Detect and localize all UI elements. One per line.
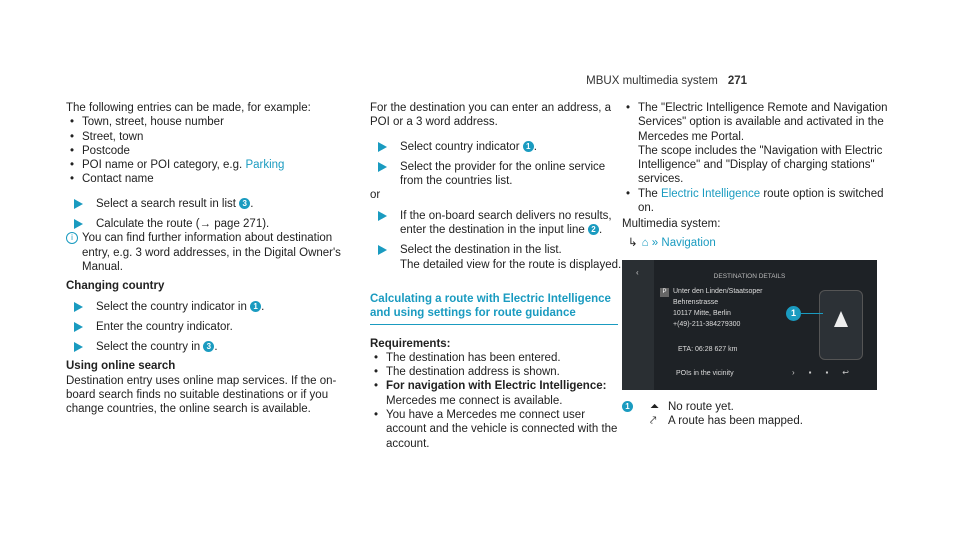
- entries-intro: The following entries can be made, for example:: [66, 102, 311, 114]
- step-enter-destination: If the on-board search delivers no results, enter the destination in the input line 2 .: [370, 209, 625, 238]
- step-arrow-icon: [378, 245, 387, 255]
- section-heading: Calculating a route with Electric Intelligence and using settings for route guidance: [370, 292, 618, 325]
- callout-number: 1: [523, 141, 534, 152]
- multimedia-label: Multimedia system:: [622, 218, 721, 231]
- column-3: [622, 101, 902, 429]
- navigation-link[interactable]: Navigation: [661, 236, 716, 249]
- screen-action-icons: ›▪▪↩: [791, 367, 863, 377]
- info-icon: i: [66, 232, 78, 244]
- destination-details-screenshot: [622, 260, 877, 390]
- step-select-country-indicator: Select country indicator 1 .: [370, 140, 625, 154]
- requirement-item: • The destination address is shown.: [370, 365, 625, 379]
- callout-number: 3: [203, 341, 214, 352]
- step-arrow-icon: [74, 219, 83, 229]
- page-header: [586, 75, 747, 87]
- step-calculate-route: [66, 217, 346, 231]
- step-text: Enter the country indicator.: [96, 320, 233, 333]
- requirement-text: route option is switched on.: [638, 187, 884, 215]
- step-arrow-icon: [74, 302, 83, 312]
- heading-changing-country: Changing country: [66, 280, 165, 293]
- requirement-text-scope: The scope includes the "Navigation with Electric Intelligence" and "Display of charging stations" services.: [638, 144, 883, 186]
- step-select-destination: [370, 243, 625, 272]
- step-arrow-icon: [378, 162, 387, 172]
- header-title: MBUX multimedia system: [586, 75, 718, 87]
- callout-number: 1: [622, 401, 633, 412]
- step-arrow-icon: [74, 322, 83, 332]
- legend-row: [622, 414, 902, 428]
- destination-city: 10117 Mitte, Berlin: [673, 309, 731, 317]
- path-arrow-icon: ↳: [628, 236, 638, 249]
- callout-leader-line: [801, 313, 823, 314]
- entry-item: • Contact name: [66, 172, 346, 186]
- requirement-item: • The destination has been entered.: [370, 351, 625, 365]
- destination-name-row: [660, 286, 820, 297]
- requirement-bold: For navigation with Electric Intelligence:: [386, 380, 607, 393]
- step-result: The detailed view for the route is displayed.: [400, 258, 622, 271]
- entry-item: • Town, street, house number: [66, 115, 346, 129]
- screen-title: DESTINATION DETAILS: [713, 272, 786, 280]
- step-text: Calculate the route (→ page 271).: [96, 218, 270, 231]
- home-icon[interactable]: ⌂: [641, 236, 649, 249]
- chevron-right-icon: »: [651, 236, 659, 249]
- online-search-text: Destination entry uses online map services. If the on-board search finds no suitable destinations or if you change countries, the online search is available.: [66, 374, 337, 416]
- step-arrow-icon: [378, 142, 387, 152]
- step-text: Select country indicator: [400, 140, 520, 153]
- info-note: [66, 231, 346, 274]
- step-text: If the on-board search delivers no results, enter the destination in the input line: [400, 209, 612, 237]
- step-select-provider: [370, 160, 625, 189]
- screen-callout: 1: [786, 306, 801, 321]
- destination-phone: +(49)-211-384279300: [673, 320, 741, 328]
- electric-intelligence-link[interactable]: Electric Intelligence: [661, 187, 761, 200]
- destination-name: Unter den Linden/Staatsoper: [673, 287, 763, 295]
- legend-row: [622, 400, 902, 414]
- column-1: [66, 101, 346, 417]
- requirement-text: Mercedes me connect is available.: [386, 394, 563, 407]
- info-text: You can find further information about destination entry, e.g. 3 word addresses, in the Digital Owner's Manual.: [82, 232, 341, 273]
- entry-item-poi: [66, 158, 346, 172]
- step-enter-indicator: [66, 320, 346, 334]
- parking-link[interactable]: Parking: [245, 159, 285, 172]
- menu-path: [622, 236, 902, 250]
- route-preview-map: [819, 290, 863, 360]
- destination-intro: For the destination you can enter an address, a POI or a 3 word address.: [370, 102, 612, 129]
- requirement-text: The: [638, 187, 658, 200]
- callout-number: 2: [588, 224, 599, 235]
- step-text: Select the provider for the online service from the countries list.: [400, 160, 606, 188]
- step-select-country: Select the country in 3 .: [66, 340, 346, 354]
- route-mapped-icon: ⤤: [650, 415, 657, 428]
- or-text: or: [370, 189, 381, 202]
- callout-number: 3: [239, 198, 250, 209]
- navigation-arrow-icon: [834, 311, 848, 327]
- no-route-icon: ⏶: [650, 400, 660, 413]
- requirement-item: • You have a Mercedes me connect user account and the vehicle is connected with the account.: [370, 408, 625, 451]
- step-select-indicator: Select the country indicator in 1 .: [66, 300, 346, 314]
- step-select-result: Select a search result in list 3 .: [66, 197, 346, 211]
- step-arrow-icon: [74, 342, 83, 352]
- requirement-item: [622, 101, 902, 187]
- legend: [622, 400, 902, 429]
- requirement-item: [370, 379, 625, 408]
- legend-text: No route yet.: [668, 400, 734, 413]
- step-text: Select a search result in list: [96, 197, 236, 210]
- step-text: Select the destination in the list.: [400, 244, 562, 257]
- entry-item: • Postcode: [66, 144, 346, 158]
- step-text: Select the country indicator in: [96, 300, 247, 313]
- back-icon: ‹: [636, 267, 639, 277]
- destination-street: Behrenstrasse: [673, 298, 719, 306]
- step-text: Select the country in: [96, 341, 201, 354]
- poi-prefix: POI name or POI category, e.g.: [82, 159, 243, 172]
- requirements-title: Requirements:: [370, 337, 451, 350]
- callout-number: 1: [250, 301, 261, 312]
- requirement-text: The "Electric Intelligence Remote and Navigation Services" option is available and activated in the Mercedes me Portal.: [638, 102, 888, 143]
- requirement-item: [622, 187, 902, 216]
- column-2: [370, 101, 625, 451]
- page-number: 271: [727, 75, 747, 87]
- pois-vicinity: POIs in the vicinity: [676, 369, 734, 377]
- eta-text: ETA: 06:28 627 km: [678, 345, 738, 353]
- parking-icon: P: [660, 288, 669, 297]
- legend-text: A route has been mapped.: [668, 415, 803, 428]
- heading-online-search: Using online search: [66, 360, 176, 373]
- step-arrow-icon: [74, 199, 83, 209]
- step-arrow-icon: [378, 211, 387, 221]
- entry-item: • Street, town: [66, 130, 346, 144]
